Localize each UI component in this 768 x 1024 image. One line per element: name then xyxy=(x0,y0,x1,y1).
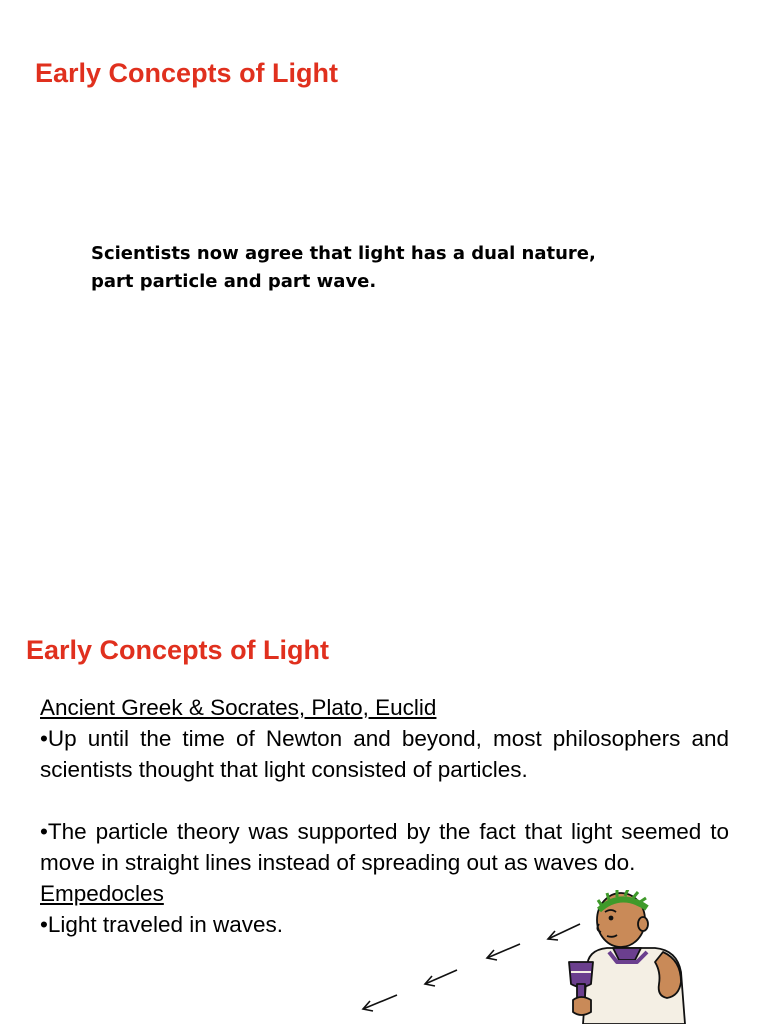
arrow-icon xyxy=(548,924,580,940)
slide-2 xyxy=(0,600,768,1024)
dual-nature-line-2: part particle and part wave. xyxy=(91,271,377,292)
arrow-icon xyxy=(363,995,397,1011)
slide-2-title: Early Concepts of Light xyxy=(26,635,330,665)
wave-bullet: •Light traveled in waves. xyxy=(40,912,284,937)
ancient-greek-heading: Ancient Greek & Socrates, Plato, Euclid xyxy=(40,695,437,720)
arrow-icon xyxy=(425,970,457,986)
paragraph-gap xyxy=(40,785,729,816)
arrow-icon xyxy=(487,944,520,960)
particle-bullet-2: •The particle theory was supported by the fact that light seemed to move in straight lines instead of spreading out as waves do. xyxy=(40,819,729,875)
greek-philosopher-icon xyxy=(569,890,685,1024)
dual-nature-statement xyxy=(91,240,651,296)
empedocles-heading: Empedocles xyxy=(40,881,164,906)
particle-bullet-1: •Up until the time of Newton and beyond, most philosophers and scientists thought that light consisted of particles. xyxy=(40,726,729,782)
dual-nature-line-1: Scientists now agree that light has a dual nature, xyxy=(91,243,596,264)
slide-1-title: Early Concepts of Light xyxy=(35,58,339,88)
empedocles-illustration xyxy=(355,890,768,1024)
